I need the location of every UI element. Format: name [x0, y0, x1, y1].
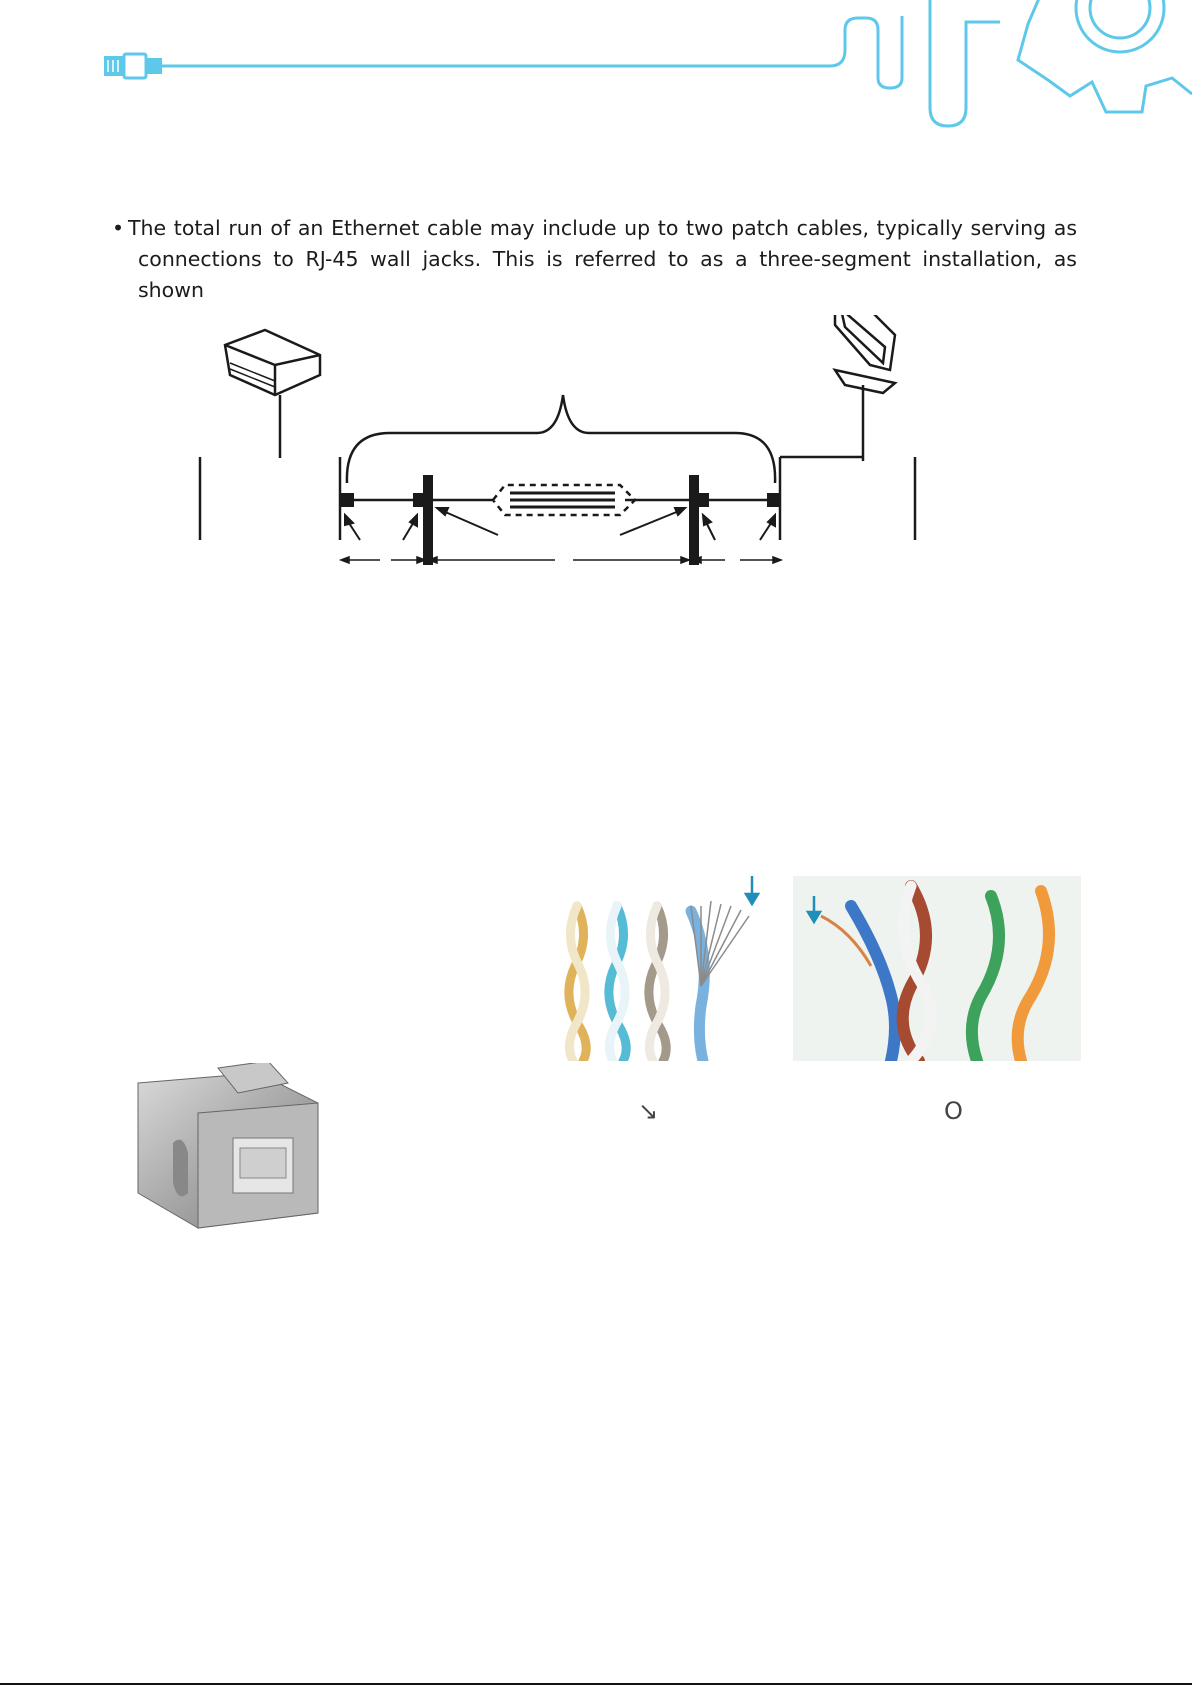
wall-plate-left	[423, 475, 433, 565]
bullet-line-2	[112, 244, 1077, 306]
twisted-pair-photo	[551, 876, 1081, 1061]
bullet-dot: •	[112, 216, 125, 240]
gear-icon	[1018, 0, 1192, 112]
header-decoration	[0, 0, 1192, 140]
bullet-text-1: The total run of an Ethernet cable may include up to two patch cables, typically serving as	[128, 216, 1077, 240]
bullet-paragraph	[112, 213, 1077, 306]
keystone-jack-icon	[128, 1063, 328, 1233]
curly-brace	[347, 395, 775, 483]
caption-label-right: O	[944, 1097, 963, 1125]
header-cable-line	[162, 16, 902, 88]
wall-plate-right	[689, 475, 699, 565]
caption-label-left: ↘	[638, 1097, 659, 1125]
bullet-text-2: connections to RJ-45 wall jacks. This is referred to as a three-segment installation, as shown	[138, 247, 1077, 302]
switch-device-icon	[225, 330, 320, 458]
three-segment-diagram	[195, 315, 995, 595]
bullet-line-1	[112, 213, 1077, 244]
ethernet-plug-icon	[104, 54, 162, 78]
monitor-icon	[835, 315, 895, 461]
